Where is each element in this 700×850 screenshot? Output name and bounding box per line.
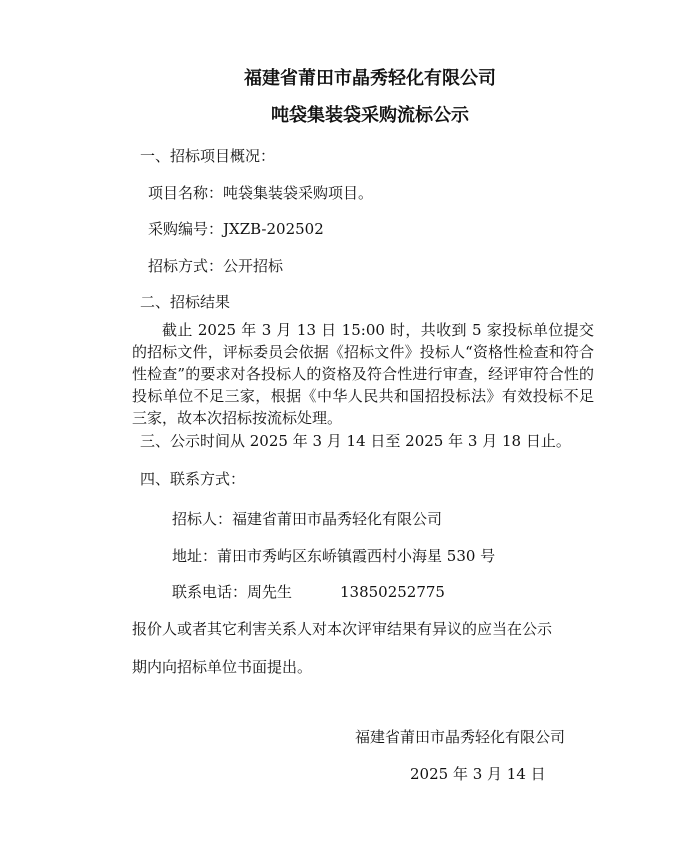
section3-text: 三、公示时间从 2025 年 3 月 14 日至 2025 年 3 月 18 日止。 [140,432,571,450]
signature-date: 2025 年 3 月 14 日 [410,765,546,783]
signature-company: 福建省莆田市晶秀轻化有限公司 [355,728,566,746]
document-title-notice: 吨袋集装袋采购流标公示 [271,105,469,126]
objection-line-2: 期内向招标单位书面提出。 [132,658,313,676]
bid-method: 招标方式：公开招标 [148,257,284,275]
section2-heading: 二、招标结果 [140,293,231,311]
project-name: 项目名称：吨袋集装袋采购项目。 [148,184,374,202]
section1-heading: 一、招标项目概况： [140,147,276,165]
document-title-company: 福建省莆田市晶秀轻化有限公司 [244,68,496,89]
procurement-number: 采购编号：JXZB-202502 [148,220,324,238]
contact-phone-label: 联系电话：周先生 [172,583,293,601]
objection-line-1: 报价人或者其它利害关系人对本次评审结果有异议的应当在公示 [132,620,553,638]
section2-body: 截止 2025 年 3 月 13 日 15:00 时，共收到 5 家投标单位提交的招标文件，评标委员会依据《招标文件》投标人“资格性检查和符合性检查”的要求对各投标人的资格及符合性进行审查，经评审符合性的投标单位不足三家，根据《中华人民共和国招投标法》有效投标不足三家，故本次招标按流标处理。 [132,321,594,427]
address: 地址：莆田市秀屿区东峤镇霞西村小海星 530 号 [172,547,496,565]
contact-phone-number: 13850252775 [340,583,445,601]
tenderer: 招标人：福建省莆田市晶秀轻化有限公司 [172,510,443,528]
section4-heading: 四、联系方式： [140,470,246,488]
